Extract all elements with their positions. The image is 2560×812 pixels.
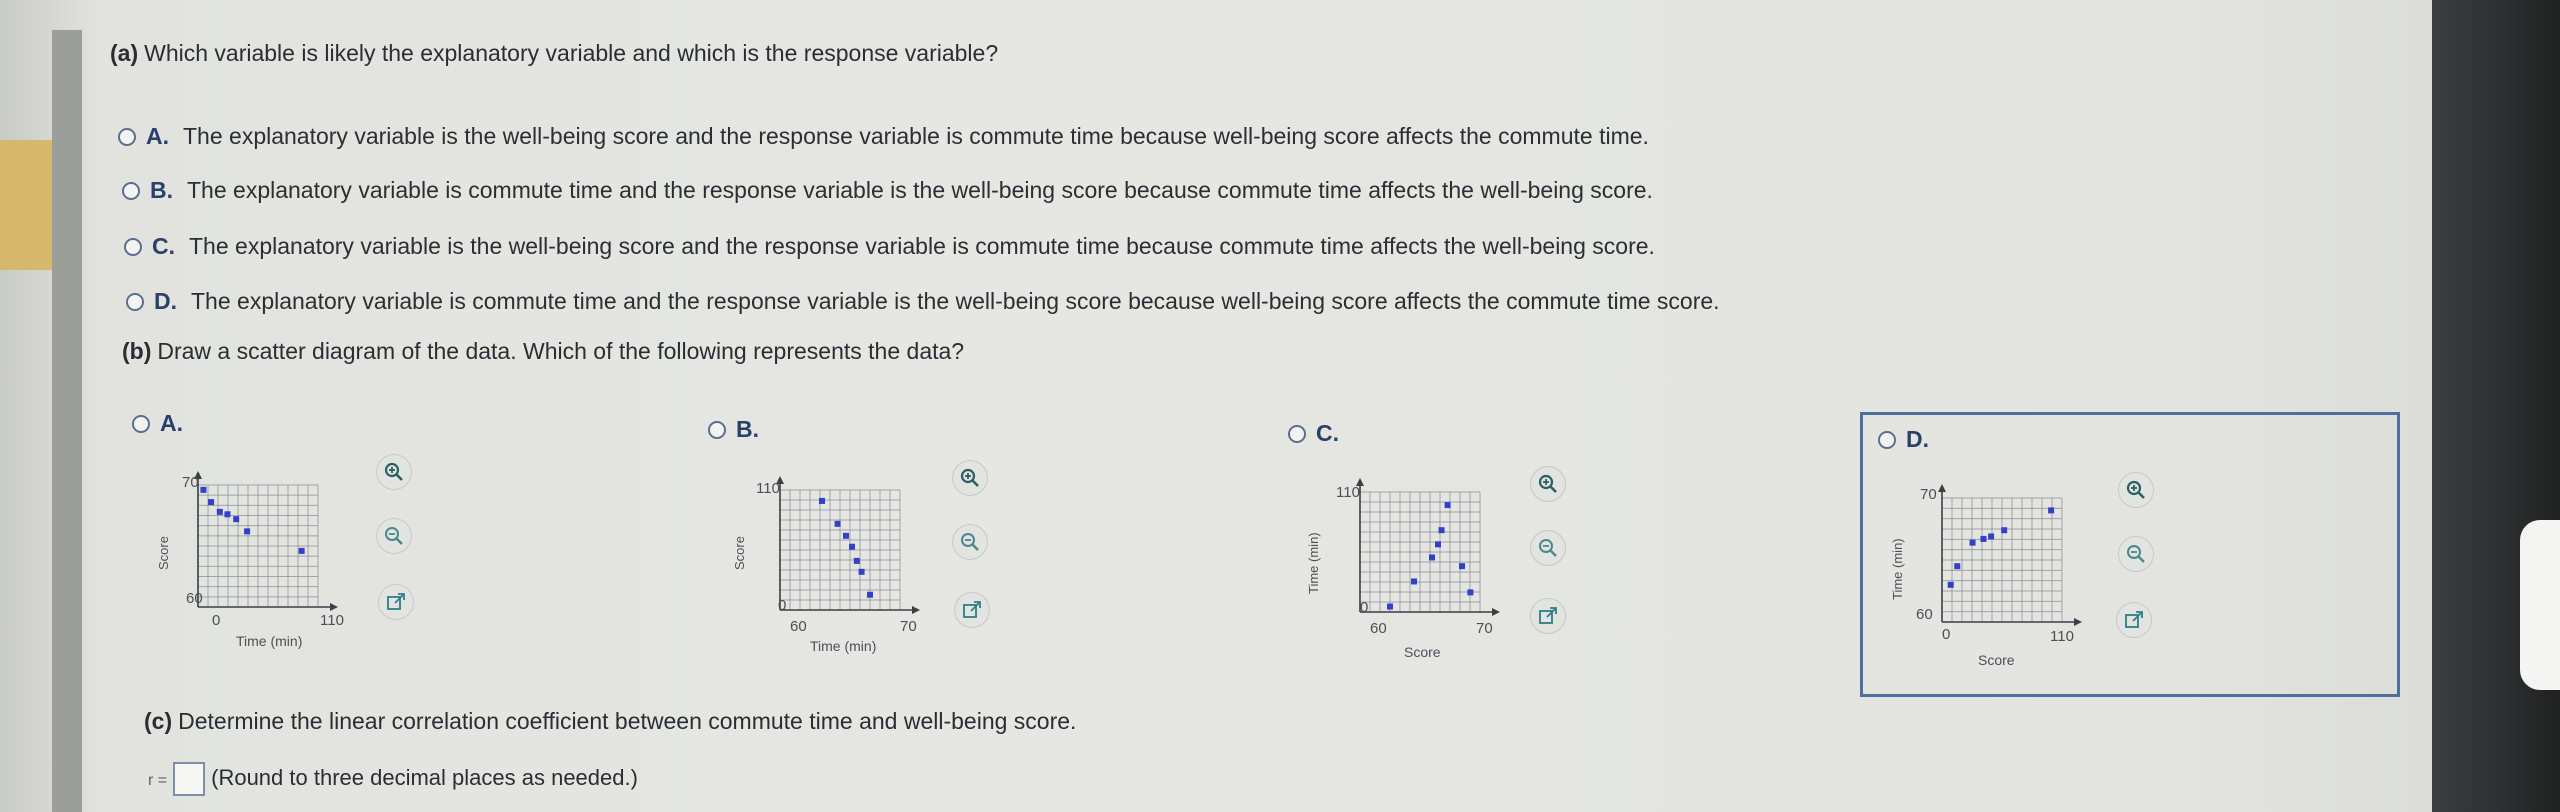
question-a	[110, 40, 998, 67]
zoom-in-icon[interactable]	[1530, 466, 1566, 502]
zoom-out-icon[interactable]	[2118, 536, 2154, 572]
rounding-hint: (Round to three decimal places as needed.)	[211, 764, 638, 790]
option-letter: C.	[1316, 420, 1339, 446]
data-point	[1411, 578, 1417, 584]
x-axis-title: Score	[1978, 652, 2015, 668]
data-point	[1459, 563, 1465, 569]
x-axis-title: Time (min)	[236, 633, 303, 649]
grid-lines	[1360, 492, 1480, 612]
zoom-out-icon[interactable]	[1530, 530, 1566, 566]
option-letter: B.	[736, 416, 759, 442]
grid-lines	[198, 485, 318, 607]
zoom-in-icon[interactable]	[2118, 472, 2154, 508]
data-point	[224, 511, 230, 517]
data-point	[299, 548, 305, 554]
data-point	[208, 499, 214, 505]
option-text: The explanatory variable is the well-being score and the response variable is commute time because well-being score affects the commute time.	[183, 123, 1649, 149]
option-letter: C.	[152, 233, 175, 259]
scatter-chart-a	[150, 465, 380, 655]
open-new-window-icon[interactable]	[1530, 598, 1566, 634]
x-axis-right-label: 110	[320, 612, 344, 629]
data-point	[244, 528, 250, 534]
scatter-chart-d	[1886, 468, 2116, 683]
y-axis-bottom-label: 0	[1360, 599, 1369, 616]
option-letter: B.	[150, 177, 173, 203]
data-point	[854, 558, 860, 564]
data-point	[1970, 540, 1976, 546]
x-axis-title: Time (min)	[810, 638, 877, 654]
x-axis-arrow	[1492, 608, 1500, 616]
data-point	[1387, 604, 1393, 610]
x-axis-right-label: 110	[2050, 628, 2074, 645]
open-new-window-icon[interactable]	[954, 592, 990, 628]
data-point	[867, 592, 873, 598]
radio-button[interactable]	[1288, 425, 1306, 443]
data-point	[1445, 502, 1451, 508]
x-axis-left-label: 0	[1942, 626, 1951, 643]
answer-a-option-a[interactable]	[118, 123, 1649, 150]
y-axis-title: Score	[732, 536, 747, 570]
left-highlight-strip	[0, 140, 52, 270]
data-point	[1429, 554, 1435, 560]
option-text: The explanatory variable is the well-being score and the response variable is commute time because commute time affects the well-being score.	[189, 233, 1655, 259]
data-point	[819, 498, 825, 504]
y-axis-top-label: 70	[182, 474, 199, 491]
question-c-text: Determine the linear correlation coefficient between commute time and well-being score.	[178, 708, 1077, 734]
data-point	[843, 533, 849, 539]
data-point	[233, 516, 239, 522]
y-axis-title: Score	[156, 536, 171, 570]
right-edge-shadow	[2432, 0, 2560, 812]
scatter-chart-b	[728, 460, 958, 670]
correlation-answer-row	[148, 762, 638, 796]
radio-button[interactable]	[118, 128, 136, 146]
x-axis-arrow	[2074, 618, 2082, 626]
data-point	[849, 544, 855, 550]
option-letter: A.	[146, 123, 169, 149]
y-axis-arrow	[1938, 484, 1946, 492]
option-letter: A.	[160, 410, 183, 436]
radio-button[interactable]	[708, 421, 726, 439]
zoom-in-icon[interactable]	[376, 454, 412, 490]
right-edge-glare	[2520, 520, 2560, 690]
r-prefix: r =	[148, 771, 168, 789]
graph-option-c[interactable]	[1288, 420, 1353, 447]
zoom-in-icon[interactable]	[952, 460, 988, 496]
correlation-input[interactable]	[173, 762, 205, 796]
question-b	[122, 338, 964, 365]
radio-button[interactable]	[124, 238, 142, 256]
grid-lines	[1942, 498, 2062, 622]
y-axis-bottom-label: 60	[1916, 606, 1933, 623]
data-point	[1988, 533, 1994, 539]
zoom-out-icon[interactable]	[952, 524, 988, 560]
y-axis-title: Time (min)	[1890, 538, 1905, 600]
data-point	[1980, 536, 1986, 542]
data-point	[200, 487, 206, 493]
x-axis-right-label: 70	[900, 618, 917, 635]
x-axis-arrow	[912, 606, 920, 614]
open-new-window-icon[interactable]	[378, 584, 414, 620]
y-axis-bottom-label: 0	[778, 597, 787, 614]
option-letter: D.	[154, 288, 177, 314]
answer-a-option-b[interactable]	[122, 177, 1653, 204]
grid-lines	[780, 490, 900, 610]
x-axis-right-label: 70	[1476, 620, 1493, 637]
y-axis-top-label: 110	[1336, 484, 1360, 501]
y-axis-title: Time (min)	[1306, 532, 1321, 594]
graph-option-b[interactable]	[708, 416, 773, 443]
zoom-out-icon[interactable]	[376, 518, 412, 554]
y-axis-top-label: 70	[1920, 486, 1937, 503]
graph-option-a[interactable]	[132, 410, 197, 437]
data-point	[859, 569, 865, 575]
x-axis-arrow	[330, 603, 338, 611]
option-letter: D.	[1906, 426, 1929, 452]
data-point	[835, 521, 841, 527]
data-point	[1948, 582, 1954, 588]
left-scroll-strip	[52, 30, 82, 812]
data-point	[1954, 563, 1960, 569]
x-axis-left-label: 0	[212, 612, 221, 629]
question-b-text: Draw a scatter diagram of the data. Which of the following represents the data?	[157, 338, 965, 364]
question-a-text: Which variable is likely the explanatory variable and which is the response variable?	[144, 40, 999, 66]
data-point	[217, 509, 223, 515]
y-axis-top-label: 110	[756, 480, 780, 497]
radio-button[interactable]	[1878, 431, 1896, 449]
data-point	[1467, 589, 1473, 595]
open-new-window-icon[interactable]	[2116, 602, 2152, 638]
answer-a-option-c[interactable]	[124, 233, 1655, 260]
radio-button[interactable]	[126, 293, 144, 311]
data-point	[1435, 541, 1441, 547]
scatter-plot-a	[150, 465, 380, 655]
option-text: The explanatory variable is commute time and the response variable is the well-being score because commute time affects the well-being score.	[187, 177, 1653, 203]
question-c-label: (c)	[144, 708, 173, 734]
graph-option-d[interactable]	[1878, 426, 1943, 453]
data-point	[2001, 527, 2007, 533]
option-text: The explanatory variable is commute time and the response variable is the well-being score because well-being score affects the commute time score.	[191, 288, 1720, 314]
y-axis-bottom-label: 60	[186, 590, 203, 607]
question-c	[144, 708, 1076, 735]
data-point	[1439, 527, 1445, 533]
x-axis-left-label: 60	[790, 618, 807, 635]
answer-a-option-d[interactable]	[126, 288, 1720, 315]
question-b-label: (b)	[122, 338, 152, 364]
radio-button[interactable]	[122, 182, 140, 200]
data-point	[2048, 507, 2054, 513]
question-a-label: (a)	[110, 40, 139, 66]
x-axis-title: Score	[1404, 644, 1441, 660]
scatter-chart-c	[1302, 462, 1532, 677]
radio-button[interactable]	[132, 415, 150, 433]
x-axis-left-label: 60	[1370, 620, 1387, 637]
